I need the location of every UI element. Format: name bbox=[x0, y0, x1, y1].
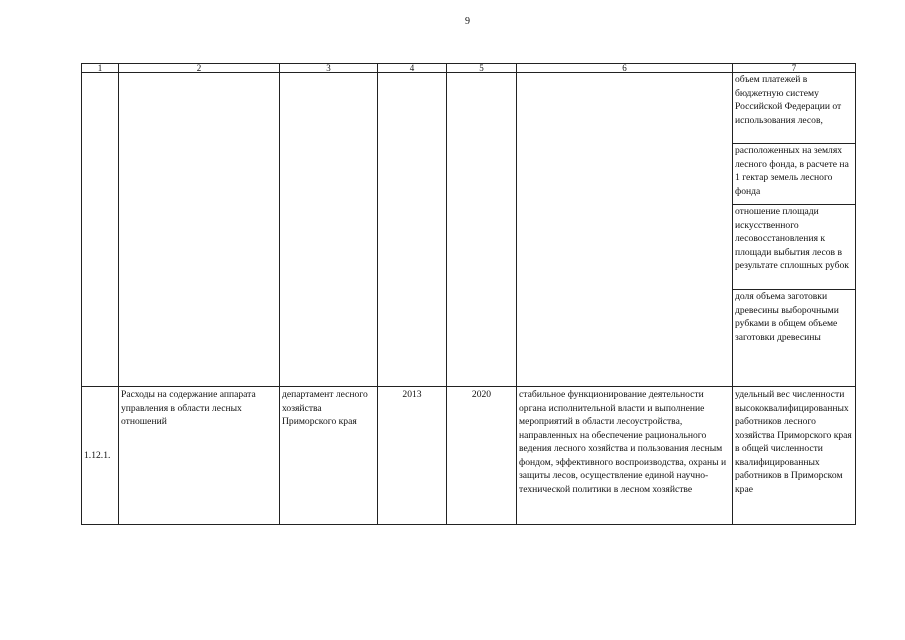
header-col-6: 6 bbox=[517, 64, 733, 73]
row-start-year: 2013 bbox=[378, 387, 447, 525]
row-executor: департамент лесного хозяйства Приморского края bbox=[280, 387, 378, 525]
indicator-payments-per-hectare: расположенных на землях лесного фонда, в расчете на 1 гектар земель лесного фонда bbox=[733, 143, 855, 204]
row-1-12-1 bbox=[82, 387, 856, 525]
header-col-2: 2 bbox=[119, 64, 280, 73]
header-col-1: 1 bbox=[82, 64, 119, 73]
row-indicator: удельный вес численности высококвалифицированных работников лесного хозяйства Приморского края в общей численности квалифицированных работников в Приморском крае bbox=[733, 387, 856, 525]
cont-cell-3 bbox=[280, 73, 378, 387]
header-col-3: 3 bbox=[280, 64, 378, 73]
continuation-row bbox=[82, 73, 856, 387]
cont-cell-5 bbox=[447, 73, 517, 387]
program-table bbox=[81, 63, 856, 525]
page-number: 9 bbox=[465, 16, 470, 27]
indicator-selective-logging-share: доля объема заготовки древесины выборочными рубками в общем объеме заготовки древесины bbox=[733, 289, 855, 374]
indicator-payments: объем платежей в бюджетную систему Российской Федерации от использования лесов, bbox=[735, 74, 842, 126]
row-name: Расходы на содержание аппарата управления в области лесных отношений bbox=[119, 387, 280, 525]
header-col-5: 5 bbox=[447, 64, 517, 73]
cont-cell-4 bbox=[378, 73, 447, 387]
cont-cell-6 bbox=[517, 73, 733, 387]
cont-cell-1 bbox=[82, 73, 119, 387]
header-col-7: 7 bbox=[733, 64, 856, 73]
row-result: стабильное функционирование деятельности органа исполнительной власти и выполнение мероприятий в области лесоустройства, направленных на обеспечение рационального ведения лесного хозяйства и пользования лесным фондом, эффективного воспроизводства, охраны и защиты лесов, осуществление единой научно-технической политики в лесном хозяйстве bbox=[517, 387, 733, 525]
row-id: 1.12.1. bbox=[82, 387, 119, 525]
cont-cell-2 bbox=[119, 73, 280, 387]
cont-cell-7 bbox=[733, 73, 856, 387]
row-end-year: 2020 bbox=[447, 387, 517, 525]
indicator-reforestation-ratio: отношение площади искусственного лесовосстановления к площади выбытия лесов в результате сплошных рубок bbox=[733, 204, 855, 289]
header-row bbox=[82, 64, 856, 73]
header-col-4: 4 bbox=[378, 64, 447, 73]
